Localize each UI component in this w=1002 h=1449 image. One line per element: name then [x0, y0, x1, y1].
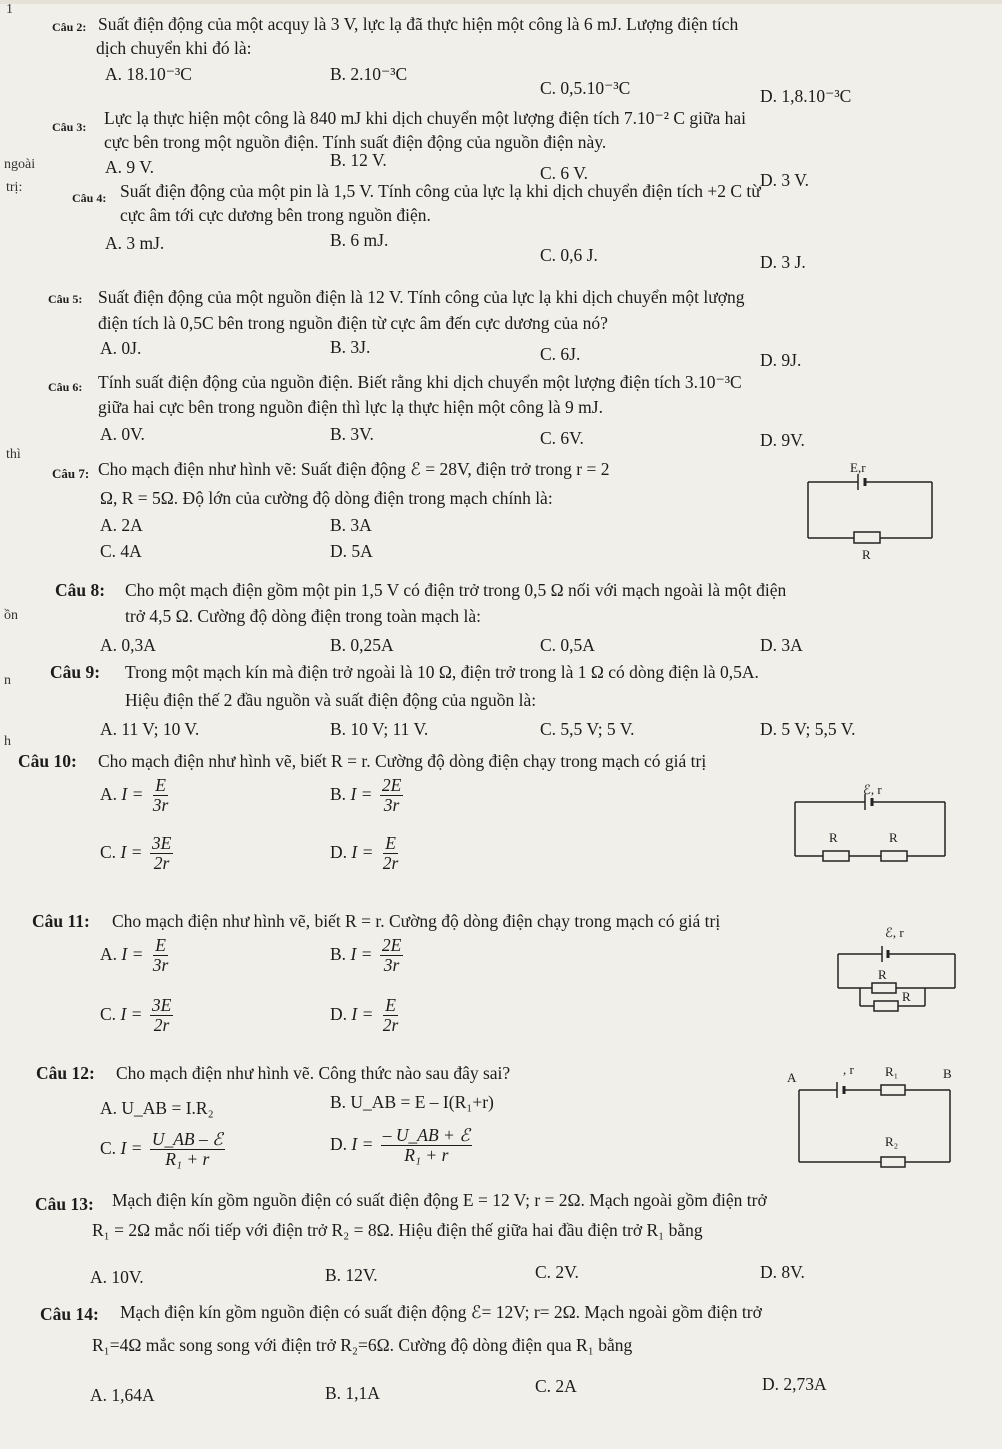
- denominator: 3r: [383, 955, 400, 976]
- option-c[interactable]: C. 4A: [100, 541, 142, 561]
- margin-note: ngoài: [4, 157, 36, 172]
- option-d[interactable]: D. 1,8.10⁻³C: [760, 86, 852, 106]
- option-b[interactable]: B. 0,25A: [330, 635, 394, 655]
- option-c[interactable]: C. 2A: [535, 1376, 577, 1396]
- question-number: Câu 2:: [52, 20, 87, 34]
- question-text: trở 4,5 Ω. Cường độ dòng điện trong toàn mạch là:: [125, 606, 481, 626]
- question-text: cực âm tới cực dương bên trong nguồn điện.: [120, 205, 431, 225]
- option-b[interactable]: B. 10 V; 11 V.: [330, 719, 429, 739]
- option-a[interactable]: A. 1,64A: [90, 1385, 155, 1405]
- resistor-r2: [881, 1157, 905, 1167]
- option-a[interactable]: A. 3 mJ.: [105, 233, 165, 253]
- option-label: A.: [100, 783, 118, 804]
- circuit-diagram-q11: [830, 924, 960, 1016]
- terminal-label-a: A: [787, 1070, 797, 1085]
- option-a[interactable]: [100, 776, 173, 816]
- source-label: ℰ, r: [885, 925, 904, 940]
- option-a[interactable]: A. 0V.: [100, 424, 145, 444]
- resistor-label: R: [902, 989, 911, 1004]
- question-text: giữa hai cực bên trong nguồn điện thì lực lạ thực hiện một công là 9 mJ.: [98, 397, 603, 417]
- source-label: , r: [843, 1062, 854, 1077]
- fraction: [381, 1126, 472, 1166]
- formula-prefix: I =: [351, 841, 374, 862]
- question-text: Cho mạch điện như hình vẽ: Suất điện động ℰ = 28V, điện trở trong r = 2: [98, 459, 610, 479]
- terminal-label-b: B: [943, 1066, 952, 1081]
- option-d[interactable]: D. 5A: [330, 541, 373, 561]
- question-text: Hiệu điện thế 2 đầu nguồn và suất điện động của nguồn là:: [125, 690, 537, 710]
- resistor-r1: [823, 851, 849, 861]
- question-number: Câu 7:: [52, 466, 90, 481]
- resistor-r2: [874, 1001, 898, 1011]
- option-d[interactable]: D. 8V.: [760, 1262, 805, 1282]
- option-d[interactable]: D. 3 V.: [760, 170, 809, 190]
- fraction: [150, 996, 173, 1036]
- numerator: E: [155, 935, 166, 955]
- fraction: [150, 1130, 225, 1170]
- fraction: [381, 834, 401, 874]
- formula-prefix: I =: [121, 783, 144, 804]
- option-a[interactable]: A. 0J.: [100, 338, 142, 358]
- numerator: U_AB – ℰ: [151, 1129, 223, 1149]
- question-text: Tính suất điện động của nguồn điện. Biết rằng khi dịch chuyển một lượng điện tích 3.10⁻³C: [98, 372, 742, 392]
- resistor-label: R: [878, 967, 887, 982]
- formula-prefix: I =: [121, 943, 144, 964]
- formula-prefix: I =: [351, 1133, 374, 1154]
- option-label: D.: [330, 1133, 348, 1154]
- option-label: C.: [100, 841, 117, 862]
- question-text: Suất điện động của một acquy là 3 V, lực lạ đã thực hiện một công là 6 mJ. Lượng điện tích: [98, 14, 739, 34]
- fraction: [380, 936, 403, 976]
- question-number: Câu 10:: [18, 751, 77, 771]
- option-c[interactable]: C. 0,5.10⁻³C: [540, 78, 631, 98]
- question-text: Cho mạch điện như hình vẽ. Công thức nào sau đây sai?: [116, 1063, 511, 1083]
- question-number: Câu 13:: [35, 1194, 94, 1214]
- option-d[interactable]: D. 3A: [760, 635, 803, 655]
- option-c[interactable]: C. 2V.: [535, 1262, 579, 1282]
- fraction: [151, 776, 171, 816]
- option-b[interactable]: [330, 936, 406, 976]
- question-text: R₁=4Ω mắc song song với điện trở R₂=6Ω. Cường độ dòng điện qua R₁ bằng: [92, 1335, 633, 1355]
- question-text: Mạch điện kín gồm nguồn điện có suất điện động ℰ= 12V; r= 2Ω. Mạch ngoài gồm điện trở: [120, 1302, 762, 1322]
- numerator: E: [385, 833, 396, 853]
- option-d[interactable]: D. 3 J.: [760, 252, 806, 272]
- option-d[interactable]: D. 9J.: [760, 350, 802, 370]
- option-c[interactable]: [100, 1130, 228, 1170]
- option-c[interactable]: C. 5,5 V; 5 V.: [540, 719, 635, 739]
- margin-note: thì: [6, 447, 21, 462]
- numerator: E: [155, 775, 166, 795]
- denominator: R₁ + r: [165, 1149, 210, 1170]
- formula-prefix: I =: [351, 1003, 374, 1024]
- option-label: B.: [330, 783, 347, 804]
- option-label: A.: [100, 943, 118, 964]
- question-text: Cho mạch điện như hình vẽ, biết R = r. Cường độ dòng điện chạy trong mạch có giá trị: [112, 911, 721, 931]
- option-b[interactable]: [330, 776, 406, 816]
- numerator: E: [385, 995, 396, 1015]
- option-a[interactable]: A. 0,3A: [100, 635, 156, 655]
- resistor-r1: [872, 983, 896, 993]
- denominator: R₁ + r: [404, 1145, 449, 1166]
- numerator: 2E: [381, 935, 402, 955]
- denominator: 2r: [153, 1015, 170, 1036]
- option-c[interactable]: C. 6 V.: [540, 163, 588, 183]
- option-b[interactable]: B. U_AB = E – I(R₁+r): [330, 1092, 494, 1112]
- option-c[interactable]: [100, 996, 176, 1036]
- option-d[interactable]: [330, 834, 403, 874]
- resistor-label: R: [862, 547, 871, 562]
- option-a[interactable]: A. 10V.: [90, 1267, 144, 1287]
- denominator: 3r: [383, 795, 400, 816]
- margin-note: ồn: [4, 608, 18, 623]
- question-number: Câu 4:: [72, 191, 107, 205]
- margin-note: 1: [6, 2, 13, 17]
- resistor-label: R: [889, 830, 898, 845]
- question-number: Câu 12:: [36, 1063, 95, 1083]
- resistor-label: R₁: [885, 1064, 899, 1079]
- numerator: – U_AB + ℰ: [382, 1125, 470, 1145]
- denominator: 3r: [152, 795, 169, 816]
- formula-prefix: I =: [120, 1137, 143, 1158]
- question-text: Mạch điện kín gồm nguồn điện có suất điện động E = 12 V; r = 2Ω. Mạch ngoài gồm điện trở: [112, 1190, 767, 1210]
- margin-note: n: [4, 673, 11, 688]
- option-label: C.: [100, 1137, 117, 1158]
- option-label: D.: [330, 841, 348, 862]
- option-c[interactable]: C. 0,5A: [540, 635, 595, 655]
- option-a[interactable]: [100, 936, 173, 976]
- option-b[interactable]: B. 3V.: [330, 424, 374, 444]
- circuit-diagram-q7: [800, 458, 940, 568]
- question-text: Lực lạ thực hiện một công là 840 mJ khi dịch chuyển một lượng điện tích 7.10⁻² C giữa hai: [104, 108, 746, 128]
- option-b[interactable]: B. 3A: [330, 515, 372, 535]
- option-a[interactable]: A. 2A: [100, 515, 143, 535]
- option-d[interactable]: [330, 1126, 475, 1166]
- page-top-edge: [0, 0, 1002, 4]
- question-text: Suất điện động của một nguồn điện là 12 V. Tính công của lực lạ khi dịch chuyển một lượng: [98, 287, 745, 307]
- question-text: điện tích là 0,5C bên trong nguồn điện từ cực âm đến cực dương của nó?: [98, 313, 608, 333]
- question-number: Câu 14:: [40, 1304, 99, 1324]
- option-label: B.: [330, 943, 347, 964]
- resistor-r2: [881, 851, 907, 861]
- formula-prefix: I =: [120, 841, 143, 862]
- option-c[interactable]: [100, 834, 176, 874]
- margin-note: h: [4, 734, 11, 749]
- resistor-r1: [881, 1085, 905, 1095]
- option-d[interactable]: [330, 996, 403, 1036]
- resistor-label: R₂: [885, 1134, 899, 1149]
- question-text: Suất điện động của một pin là 1,5 V. Tính công của lực lạ khi dịch chuyển điện tích +2 C từ: [120, 181, 761, 201]
- option-b[interactable]: B. 12 V.: [330, 150, 387, 170]
- denominator: 2r: [382, 1015, 399, 1036]
- question-text: cực bên trong một nguồn điện. Tính suất điện động của nguồn điện này.: [104, 132, 607, 152]
- option-b[interactable]: B. 1,1A: [325, 1383, 380, 1403]
- source-label: ℰ, r: [863, 782, 882, 797]
- option-a[interactable]: A. 18.10⁻³C: [105, 64, 192, 84]
- question-number: Câu 5:: [48, 292, 83, 306]
- option-c[interactable]: C. 6J.: [540, 344, 581, 364]
- question-text: Ω, R = 5Ω. Độ lớn của cường độ dòng điện trong mạch chính là:: [100, 488, 553, 508]
- question-number: Câu 8:: [55, 580, 106, 600]
- question-text: Trong một mạch kín mà điện trở ngoài là 10 Ω, điện trở trong là 1 Ω có dòng điện là 0,5A.: [125, 662, 759, 682]
- question-text: Cho mạch điện như hình vẽ, biết R = r. Cường độ dòng điện chạy trong mạch có giá trị: [98, 751, 707, 771]
- source-label: E,r: [850, 460, 866, 475]
- formula-prefix: I =: [350, 943, 373, 964]
- option-c[interactable]: C. 0,6 J.: [540, 245, 598, 265]
- numerator: 3E: [151, 833, 172, 853]
- numerator: 2E: [381, 775, 402, 795]
- circuit-diagram-q10: [785, 780, 955, 865]
- numerator: 3E: [151, 995, 172, 1015]
- fraction: [380, 776, 403, 816]
- fraction: [381, 996, 401, 1036]
- option-d[interactable]: D. 9V.: [760, 430, 805, 450]
- option-a[interactable]: A. U_AB = I.R₂: [100, 1098, 214, 1118]
- option-b[interactable]: B. 3J.: [330, 337, 371, 357]
- option-d[interactable]: D. 5 V; 5,5 V.: [760, 719, 856, 739]
- question-text: R₁ = 2Ω mắc nối tiếp với điện trở R₂ = 8Ω. Hiệu điện thế giữa hai đầu điện trở R₁ bằng: [92, 1220, 703, 1240]
- denominator: 2r: [153, 853, 170, 874]
- option-a[interactable]: A. 11 V; 10 V.: [100, 719, 200, 739]
- denominator: 2r: [382, 853, 399, 874]
- margin-note: trị:: [6, 180, 23, 195]
- option-label: D.: [330, 1003, 348, 1024]
- option-c[interactable]: C. 6V.: [540, 428, 584, 448]
- resistor-r: [854, 532, 880, 543]
- fraction: [150, 834, 173, 874]
- option-b[interactable]: B. 12V.: [325, 1265, 378, 1285]
- fraction: [151, 936, 171, 976]
- formula-prefix: I =: [350, 783, 373, 804]
- option-b[interactable]: B. 2.10⁻³C: [330, 64, 408, 84]
- option-b[interactable]: B. 6 mJ.: [330, 230, 389, 250]
- question-text: dịch chuyển khi đó là:: [96, 38, 252, 58]
- question-number: Câu 3:: [52, 120, 87, 134]
- option-d[interactable]: D. 2,73A: [762, 1374, 827, 1394]
- question-number: Câu 11:: [32, 911, 90, 931]
- option-a[interactable]: A. 9 V.: [105, 157, 154, 177]
- resistor-label: R: [829, 830, 838, 845]
- question-number: Câu 9:: [50, 662, 101, 682]
- question-text: Cho một mạch điện gồm một pin 1,5 V có điện trở trong 0,5 Ω nối với mạch ngoài là một điện: [125, 580, 787, 600]
- circuit-diagram-q12: [785, 1060, 960, 1175]
- formula-prefix: I =: [120, 1003, 143, 1024]
- option-label: C.: [100, 1003, 117, 1024]
- question-number: Câu 6:: [48, 380, 83, 394]
- denominator: 3r: [152, 955, 169, 976]
